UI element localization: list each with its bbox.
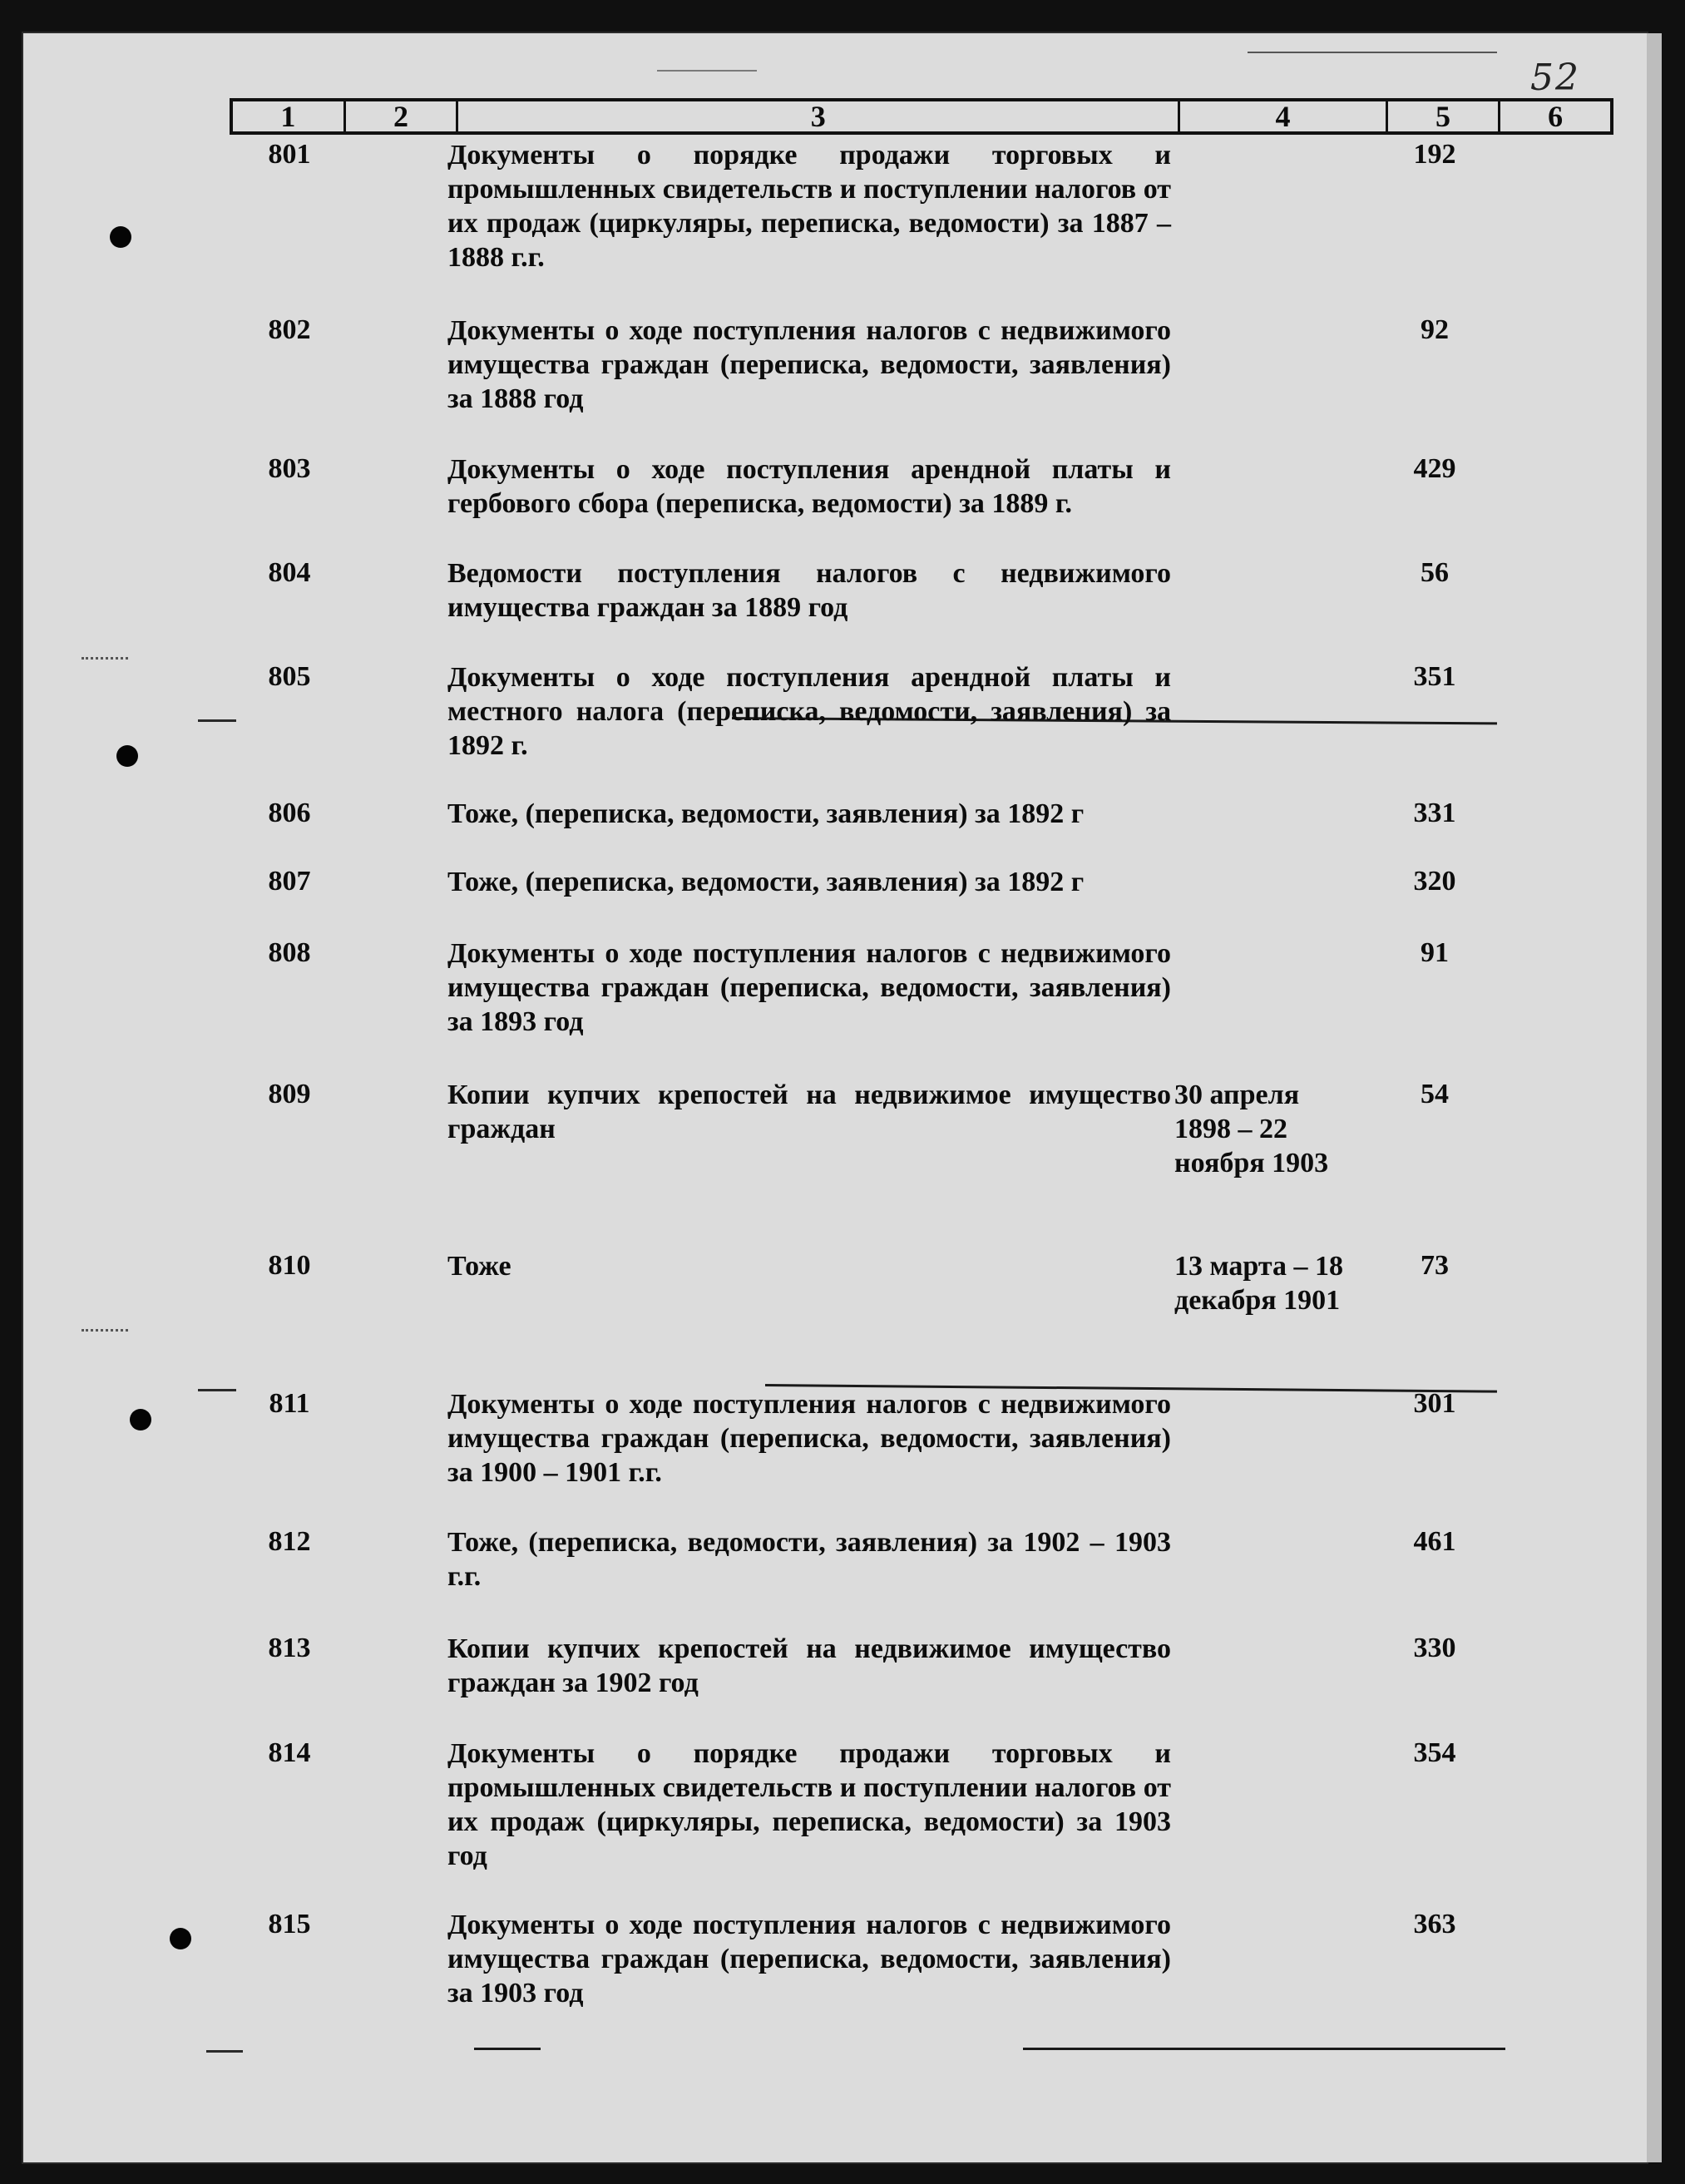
row-title: Тоже, (переписка, ведомости, заявления) за 1892 г xyxy=(447,798,1085,829)
row-number: 806 xyxy=(268,798,311,828)
margin-dots xyxy=(82,1329,128,1332)
row-title: Документы о порядке продажи торговых и промышленных свидетельств и поступлении налогов от их продаж (циркуляры, переписка, ведомости) за 1903 год xyxy=(447,1738,1171,1871)
row-title: Копии купчих крепостей на недвижимое имущество граждан xyxy=(447,1080,1171,1144)
row-count: 92 xyxy=(1421,314,1449,345)
row-number: 805 xyxy=(268,661,311,692)
separator-stroke xyxy=(1023,2048,1505,2050)
row-number: 811 xyxy=(269,1388,310,1419)
row-count: 429 xyxy=(1413,453,1456,484)
row-number: 804 xyxy=(268,557,311,588)
row-count: 351 xyxy=(1413,661,1456,692)
row-title: Копии купчих крепостей на недвижимое имущество граждан за 1902 год xyxy=(447,1633,1171,1698)
row-count: 461 xyxy=(1413,1526,1456,1557)
binding-hole xyxy=(110,226,131,248)
row-count: 330 xyxy=(1413,1633,1456,1663)
row-title: Документы о ходе поступления налогов с недвижимого имущества граждан (переписка, ведомости, заявления) за 1900 – 1901 г.г. xyxy=(447,1389,1171,1488)
margin-dots xyxy=(82,657,128,660)
row-title: Документы о порядке продажи торговых и промышленных свидетельств и поступлении налогов от их продаж (циркуляры, переписка, ведомости) за 1887 – 1888 г.г. xyxy=(447,140,1171,273)
row-number: 808 xyxy=(268,937,311,968)
margin-dash xyxy=(198,1389,236,1391)
row-title: Тоже xyxy=(447,1251,511,1282)
row-title: Тоже, (переписка, ведомости, заявления) за 1902 – 1903 г.г. xyxy=(447,1527,1171,1592)
column-header xyxy=(230,98,1613,135)
row-dates: 13 марта – 18 декабря 1901 xyxy=(1174,1251,1344,1316)
page-number: 52 xyxy=(1530,57,1580,99)
row-count: 56 xyxy=(1421,557,1449,588)
column-header-4: 4 xyxy=(1180,101,1387,131)
separator-stroke xyxy=(474,2048,541,2050)
row-number: 813 xyxy=(268,1633,311,1663)
row-count: 192 xyxy=(1413,139,1456,170)
margin-dash xyxy=(206,2050,243,2053)
row-number: 807 xyxy=(268,866,311,897)
binding-hole xyxy=(170,1928,191,1949)
column-header-3: 3 xyxy=(458,101,1180,131)
row-count: 91 xyxy=(1421,937,1449,968)
row-number: 802 xyxy=(268,314,311,345)
row-count: 354 xyxy=(1413,1737,1456,1768)
row-number: 812 xyxy=(268,1526,311,1557)
row-title: Документы о ходе поступления арендной платы и гербового сбора (переписка, ведомости) за 1889 г. xyxy=(447,454,1171,519)
row-title: Ведомости поступления налогов с недвижимого имущества граждан за 1889 год xyxy=(447,558,1171,623)
column-header-5: 5 xyxy=(1388,101,1501,131)
column-header-2: 2 xyxy=(346,101,459,131)
column-header-6: 6 xyxy=(1548,100,1564,133)
row-number: 809 xyxy=(268,1079,311,1109)
top-scratch xyxy=(1248,52,1497,53)
column-header-1: 1 xyxy=(233,101,346,131)
row-number: 810 xyxy=(268,1250,311,1281)
row-count: 54 xyxy=(1421,1079,1449,1109)
top-scratch xyxy=(657,70,757,72)
row-count: 320 xyxy=(1413,866,1456,897)
row-title: Документы о ходе поступления налогов с недвижимого имущества граждан (переписка, ведомости, заявления) за 1903 год xyxy=(447,1910,1171,2009)
row-title: Документы о ходе поступления арендной платы и местного налога (переписка, ведомости, заявления) за 1892 г. xyxy=(447,662,1171,761)
row-dates: 30 апреля 1898 – 22 ноября 1903 xyxy=(1174,1080,1329,1178)
row-count: 363 xyxy=(1413,1909,1456,1939)
binding-hole xyxy=(130,1409,151,1430)
row-title: Документы о ходе поступления налогов с недвижимого имущества граждан (переписка, ведомости, заявления) за 1893 год xyxy=(447,938,1171,1037)
row-number: 814 xyxy=(268,1737,311,1768)
row-title: Тоже, (переписка, ведомости, заявления) за 1892 г xyxy=(447,867,1085,897)
row-title: Документы о ходе поступления налогов с недвижимого имущества граждан (переписка, ведомости, заявления) за 1888 год xyxy=(447,315,1171,414)
row-number: 801 xyxy=(268,139,311,170)
row-count: 73 xyxy=(1421,1250,1449,1281)
binding-hole xyxy=(116,745,138,767)
row-number: 815 xyxy=(268,1909,311,1939)
page-edge xyxy=(1647,33,1662,2162)
row-number: 803 xyxy=(268,453,311,484)
margin-dash xyxy=(198,719,236,722)
row-count: 301 xyxy=(1413,1388,1456,1419)
row-count: 331 xyxy=(1413,798,1456,828)
